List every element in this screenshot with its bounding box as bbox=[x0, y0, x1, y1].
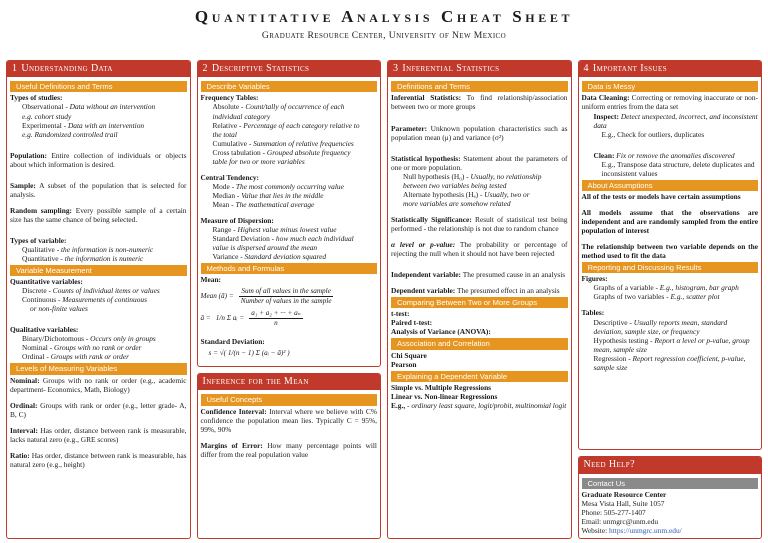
independent-variable-definition bbox=[391, 270, 568, 279]
observational-example: e.g. cohort study bbox=[22, 111, 72, 121]
term: Parameter: bbox=[391, 123, 428, 133]
definition: - how much each individual bbox=[269, 233, 354, 243]
formula-sum: 1/n Σ aᵢ = bbox=[215, 313, 245, 322]
term: Ratio: bbox=[10, 450, 30, 460]
table-line-1 bbox=[582, 318, 759, 336]
term: Relative bbox=[212, 120, 238, 130]
definition: Detect unexpected, incorrect, and inconsistent data bbox=[593, 111, 758, 130]
section-number: 1 bbox=[12, 63, 18, 74]
definition: - the information is non-numeric bbox=[54, 244, 154, 254]
panel-understanding-data bbox=[6, 60, 191, 539]
experimental-line bbox=[10, 121, 187, 130]
relative-line bbox=[201, 121, 378, 130]
term: Graphs of two variables bbox=[593, 292, 665, 302]
anova: Analysis of Variance (ANOVA): bbox=[391, 327, 491, 337]
random-sampling-definition bbox=[10, 206, 187, 224]
formula-lhs: Mean (ā) = bbox=[200, 292, 234, 301]
pearson: Pearson bbox=[391, 359, 417, 369]
hypothesis-definition bbox=[391, 154, 568, 172]
definition: - Usually reports mean, standard deviation, sample size, or frequency bbox=[593, 317, 728, 336]
column-4 bbox=[578, 60, 763, 539]
term: Graphs of a variable bbox=[593, 283, 654, 293]
term: Binary/Dichotomous bbox=[22, 334, 84, 344]
paired-t-test: Paired t-test: bbox=[391, 318, 433, 328]
term: Descriptive bbox=[593, 317, 628, 327]
formula-expression: s = √( 1/(n − 1) Σ (aᵢ − ā)² ) bbox=[208, 349, 290, 358]
term: Random sampling: bbox=[10, 205, 73, 215]
definition: - Data without an intervention bbox=[63, 102, 156, 112]
observational-line bbox=[10, 102, 187, 111]
subheader-assumptions: About Assumptions bbox=[582, 180, 759, 191]
std-dev-line bbox=[201, 234, 378, 243]
mean-formula-1 bbox=[201, 287, 378, 306]
definition: Has order, distance between rank is measurable, has natural zero (e.g., height) bbox=[10, 450, 187, 469]
nominal-group-line bbox=[10, 343, 187, 352]
null-hypothesis-line bbox=[391, 172, 568, 181]
definition: How many percentage points will differ from the real population value bbox=[200, 440, 377, 459]
definition: - Value that lies in the middle bbox=[235, 190, 324, 200]
term: Range bbox=[212, 224, 232, 234]
types-of-variable-heading: Types of variable: bbox=[10, 235, 67, 245]
significance-definition bbox=[391, 215, 568, 233]
tables-heading: Tables: bbox=[581, 308, 605, 318]
subheader-reporting: Reporting and Discussing Results bbox=[582, 262, 759, 273]
panel-header bbox=[7, 61, 190, 77]
definition: - Occurs only in groups bbox=[84, 334, 156, 344]
term: Confidence Interval: bbox=[200, 406, 267, 416]
term: Regression bbox=[593, 353, 627, 363]
section-number: 2 bbox=[202, 63, 208, 74]
panel-header: Need Help? bbox=[579, 457, 762, 473]
columns bbox=[6, 60, 762, 539]
definition: - Grouped absolute frequency bbox=[260, 147, 351, 157]
definition: - The mathematical average bbox=[229, 199, 315, 209]
std-dev-line-2: value is dispersed around the mean bbox=[212, 242, 318, 252]
sample-definition bbox=[10, 181, 187, 199]
definition: Groups with no rank or order (e.g., academic department- Economics, Math, Biology) bbox=[10, 375, 187, 394]
term: E.g., bbox=[391, 400, 406, 410]
mean-line bbox=[201, 200, 378, 209]
term: Independent variable: bbox=[391, 269, 462, 279]
experimental-example: e.g. Randomized controlled trail bbox=[22, 129, 118, 139]
column-2 bbox=[197, 60, 382, 539]
linear-vs-nonlinear: Linear vs. Non-linear Regressions bbox=[391, 391, 498, 401]
section-title: Inferential Statistics bbox=[402, 63, 500, 74]
term: Margins of Error: bbox=[200, 440, 263, 450]
definition: Interval where we believe with C% confidence the population mean lies. Typically C = 95%, 99%, 90% bbox=[200, 406, 377, 434]
definition: - Usually, two or bbox=[478, 189, 530, 199]
term: Nominal: bbox=[10, 375, 40, 385]
nominal-level bbox=[10, 376, 187, 394]
definition: To find relationship/association between two or more groups bbox=[391, 93, 568, 112]
subheader-useful-concepts: Useful Concepts bbox=[201, 394, 378, 405]
definition: Entire collection of individuals or objects about which information is desired. bbox=[10, 150, 187, 169]
absolute-line bbox=[201, 102, 378, 111]
panel-need-help bbox=[578, 456, 763, 539]
definition: - Highest value minus lowest value bbox=[231, 224, 337, 234]
term: Statistically Significance: bbox=[391, 214, 472, 224]
definition: Fix or remove the anomalies discovered bbox=[614, 150, 735, 160]
subheader-comparing: Comparing Between Two or More Groups bbox=[391, 297, 568, 308]
definition: - Summation of relative frequencies bbox=[247, 138, 354, 148]
mode-line bbox=[201, 182, 378, 191]
median-line bbox=[201, 191, 378, 200]
definition: - Data with an intervention bbox=[61, 120, 145, 130]
definition: Groups with rank or order (e.g., letter grade- A, B, C) bbox=[10, 400, 187, 419]
definition: - The most commonly occurring value bbox=[229, 181, 344, 191]
term: Dependent variable: bbox=[391, 285, 456, 295]
term: Hypothesis testing bbox=[593, 335, 649, 345]
definition: Has order, distance between rank is measurable, lacks natural zero (e.g., GRE scores) bbox=[10, 425, 187, 444]
ordinal-level bbox=[10, 401, 187, 419]
formula-lhs: ā = bbox=[200, 313, 211, 322]
section-number: 3 bbox=[393, 63, 399, 74]
ratio-level bbox=[10, 451, 187, 469]
formula-fraction bbox=[249, 309, 302, 328]
panel-header bbox=[388, 61, 571, 77]
cross-tab-line-2: table for two or more variables bbox=[212, 156, 305, 166]
term: Interval: bbox=[10, 425, 38, 435]
definition: Unknown population characteristics such as population mean (μ) and variance (σ²) bbox=[391, 123, 568, 142]
contact-phone: Phone: 505-277-1407 bbox=[581, 507, 646, 517]
page-subtitle: Graduate Resource Center, University of New Mexico bbox=[261, 29, 507, 41]
term: Nominal bbox=[22, 343, 48, 353]
panel-inference-mean bbox=[197, 373, 382, 539]
term: Data Cleaning: bbox=[581, 93, 630, 103]
term: Null hypothesis (H₀) bbox=[403, 171, 465, 181]
term: Cumulative bbox=[212, 138, 247, 148]
formula-fraction bbox=[239, 287, 334, 306]
term: α level or p-value: bbox=[391, 239, 456, 249]
definition: - the information is numeric bbox=[58, 253, 144, 263]
panel-header bbox=[198, 61, 381, 77]
definition: - Report regression coefficient, p-value, sample size bbox=[593, 353, 746, 372]
continuous-line-2: or non-finite values bbox=[30, 304, 88, 314]
sd-formula bbox=[209, 349, 378, 358]
definition: - E.g., scatter plot bbox=[664, 292, 720, 302]
term: Mean bbox=[212, 199, 230, 209]
mean-formula-2 bbox=[201, 309, 378, 328]
qualitative-line bbox=[10, 245, 187, 254]
term: Ordinal: bbox=[10, 400, 38, 410]
table-line-3 bbox=[582, 354, 759, 372]
website-link[interactable]: https://unmgrc.unm.edu/ bbox=[609, 525, 682, 535]
inspect-line bbox=[582, 112, 759, 130]
panel-important-issues bbox=[578, 60, 763, 450]
binary-line bbox=[10, 334, 187, 343]
term: Inspect: bbox=[593, 111, 619, 121]
quantitative-variables-heading: Quantitative variables: bbox=[10, 277, 83, 287]
quantitative-line bbox=[10, 254, 187, 263]
term: Cross tabulation bbox=[212, 147, 261, 157]
dependent-variable-definition bbox=[391, 286, 568, 295]
column-1 bbox=[6, 60, 191, 539]
definition: - Percentage of each category relative to bbox=[237, 120, 360, 130]
term: Alternate hypothesis (Hₐ) bbox=[403, 189, 479, 199]
subheader-definitions: Useful Definitions and Terms bbox=[10, 81, 187, 92]
subheader-data-messy: Data is Messy bbox=[582, 81, 759, 92]
variance-line bbox=[201, 252, 378, 261]
definition: - Usually, no relationship bbox=[464, 171, 542, 181]
chi-square: Chi Square bbox=[391, 350, 427, 360]
inferential-definition bbox=[391, 93, 568, 111]
frequency-tables-heading: Frequency Tables: bbox=[200, 93, 259, 103]
cross-tab-line bbox=[201, 148, 378, 157]
definition: Statement about the parameters of one or more population. bbox=[391, 153, 568, 172]
range-line bbox=[201, 225, 378, 234]
section-title: Understanding Data bbox=[21, 63, 113, 74]
contact-website bbox=[582, 526, 759, 535]
term: Quantitative bbox=[22, 253, 59, 263]
definition: The presumed effect in an analysis bbox=[455, 285, 560, 295]
numerator: a₁ + a₂ + ··· + aₙ bbox=[251, 308, 301, 317]
regression-examples bbox=[391, 401, 568, 410]
assumption-3: The relationship between two variable depends on the method used to fit the data bbox=[581, 242, 758, 261]
definition: - Count/tally of occurrence of each bbox=[239, 102, 345, 112]
term: Standard Deviation bbox=[212, 233, 270, 243]
table-line-2 bbox=[582, 336, 759, 354]
interval-level bbox=[10, 426, 187, 444]
population-definition bbox=[10, 151, 187, 169]
definition: - Standard deviation squared bbox=[238, 251, 327, 261]
simple-vs-multiple: Simple vs. Multiple Regressions bbox=[391, 382, 492, 392]
absolute-line-2: individual category bbox=[212, 111, 271, 121]
term: Continuous bbox=[22, 295, 57, 305]
ordinal-group-line bbox=[10, 352, 187, 361]
page-header bbox=[0, 0, 768, 52]
term: Mode bbox=[212, 181, 230, 191]
subheader-describe-variables: Describe Variables bbox=[201, 81, 378, 92]
subheader-contact: Contact Us bbox=[582, 478, 759, 489]
contact-org: Graduate Resource Center bbox=[581, 489, 667, 499]
subheader-association: Association and Correlation bbox=[391, 338, 568, 349]
assumption-2: All models assume that the observations are independent and are randomly sampled from the entire population of interest bbox=[581, 207, 758, 236]
term: Clean: bbox=[593, 150, 615, 160]
term: Sample: bbox=[10, 180, 36, 190]
definition: Every possible sample of a certain size has the same chance of being selected. bbox=[10, 205, 187, 224]
margin-of-error bbox=[201, 441, 378, 459]
term: Median bbox=[212, 190, 236, 200]
term: Statistical hypothesis: bbox=[391, 153, 461, 163]
confidence-interval bbox=[201, 407, 378, 434]
definition: The presumed cause in an analysis bbox=[461, 269, 566, 279]
page-title: Quantitative Analysis Cheat Sheet bbox=[194, 7, 574, 26]
subheader-levels: Levels of Measuring Variables bbox=[10, 363, 187, 374]
subheader-definitions: Definitions and Terms bbox=[391, 81, 568, 92]
denominator: Number of values in the sample bbox=[240, 297, 332, 306]
discrete-line bbox=[10, 286, 187, 295]
inspect-example: E.g., Check for outliers, duplicates bbox=[601, 129, 705, 139]
figure-line-2 bbox=[582, 292, 759, 301]
panel-header: Inference for the Mean bbox=[198, 374, 381, 390]
subheader-explaining: Explaining a Dependent Variable bbox=[391, 371, 568, 382]
subheader-variable-measurement: Variable Measurement bbox=[10, 265, 187, 276]
cumulative-line bbox=[201, 139, 378, 148]
definition: Result of statistical test being performed - the relationship is not due to random chance bbox=[391, 214, 568, 233]
website-label: Website: bbox=[581, 525, 610, 535]
clean-example: E.g., Transpose data structure, delete duplicates and inconsistent values bbox=[601, 159, 755, 178]
section-title: Descriptive Statistics bbox=[211, 63, 310, 74]
subheader-methods: Methods and Formulas bbox=[201, 263, 378, 274]
panel-header bbox=[579, 61, 762, 77]
contact-email[interactable]: Email: unmgrc@unm.edu bbox=[581, 516, 659, 526]
alpha-definition bbox=[391, 240, 568, 258]
t-test: t-test: bbox=[391, 309, 410, 319]
definition: A subset of the population that is selected for analysis. bbox=[10, 180, 187, 199]
figures-heading: Figures: bbox=[581, 274, 608, 284]
term: Discrete bbox=[22, 286, 47, 296]
assumption-1: All of the tests or models have certain assumptions bbox=[581, 191, 741, 201]
term: Inferential Statistics: bbox=[391, 93, 462, 103]
definition: - Report α level or p-value, group mean, sample size bbox=[593, 335, 750, 354]
relative-line-2: the total bbox=[212, 129, 237, 139]
definition: The probability or percentage of rejecting the null when it should not have been rejected bbox=[391, 239, 568, 258]
panel-inferential-statistics bbox=[387, 60, 572, 539]
null-hypothesis-line-2: between two variables being tested bbox=[403, 180, 507, 190]
types-of-studies-heading: Types of studies: bbox=[10, 93, 63, 103]
mean-formula-heading: Mean: bbox=[200, 275, 222, 285]
central-tendency-heading: Central Tendency: bbox=[200, 172, 260, 182]
section-title: Important Issues bbox=[592, 63, 667, 74]
term: Ordinal bbox=[22, 352, 45, 362]
term: Qualitative bbox=[22, 244, 55, 254]
dispersion-heading: Measure of Dispersion: bbox=[200, 215, 274, 225]
definition: - E.g., histogram, bar graph bbox=[653, 283, 739, 293]
clean-line bbox=[582, 151, 759, 160]
definition: - Counts of individual items or values bbox=[46, 286, 160, 296]
section-number: 4 bbox=[583, 63, 589, 74]
alt-hypothesis-line bbox=[391, 190, 568, 199]
panel-descriptive-statistics bbox=[197, 60, 382, 367]
data-cleaning-definition bbox=[582, 93, 759, 111]
continuous-line bbox=[10, 295, 187, 304]
definition: - Measurements of continuous bbox=[56, 295, 147, 305]
denominator: n bbox=[274, 318, 278, 327]
definition: - Groups with rank or order bbox=[44, 352, 130, 362]
term: Absolute bbox=[212, 102, 240, 112]
term: Observational bbox=[22, 102, 64, 112]
term: Population: bbox=[10, 150, 47, 160]
sd-formula-heading: Standard Deviation: bbox=[200, 337, 265, 347]
contact-address: Mesa Vista Hall, Suite 1057 bbox=[581, 498, 665, 508]
numerator: Sum of all values in the sample bbox=[241, 287, 331, 296]
alt-hypothesis-line-2: more variables are somehow related bbox=[403, 198, 511, 208]
definition: Correcting or removing inaccurate or non-uniform entries from the data set bbox=[581, 93, 758, 112]
term: Experimental bbox=[22, 120, 62, 130]
parameter-definition bbox=[391, 124, 568, 142]
term: Variance bbox=[212, 251, 239, 261]
column-3 bbox=[387, 60, 572, 539]
definition: - ordinary least square, logit/probit, multinomial logit bbox=[405, 400, 567, 410]
definition: - Groups with no rank or order bbox=[47, 343, 142, 353]
qualitative-variables-heading: Qualitative variables: bbox=[10, 325, 79, 335]
figure-line-1 bbox=[582, 283, 759, 292]
